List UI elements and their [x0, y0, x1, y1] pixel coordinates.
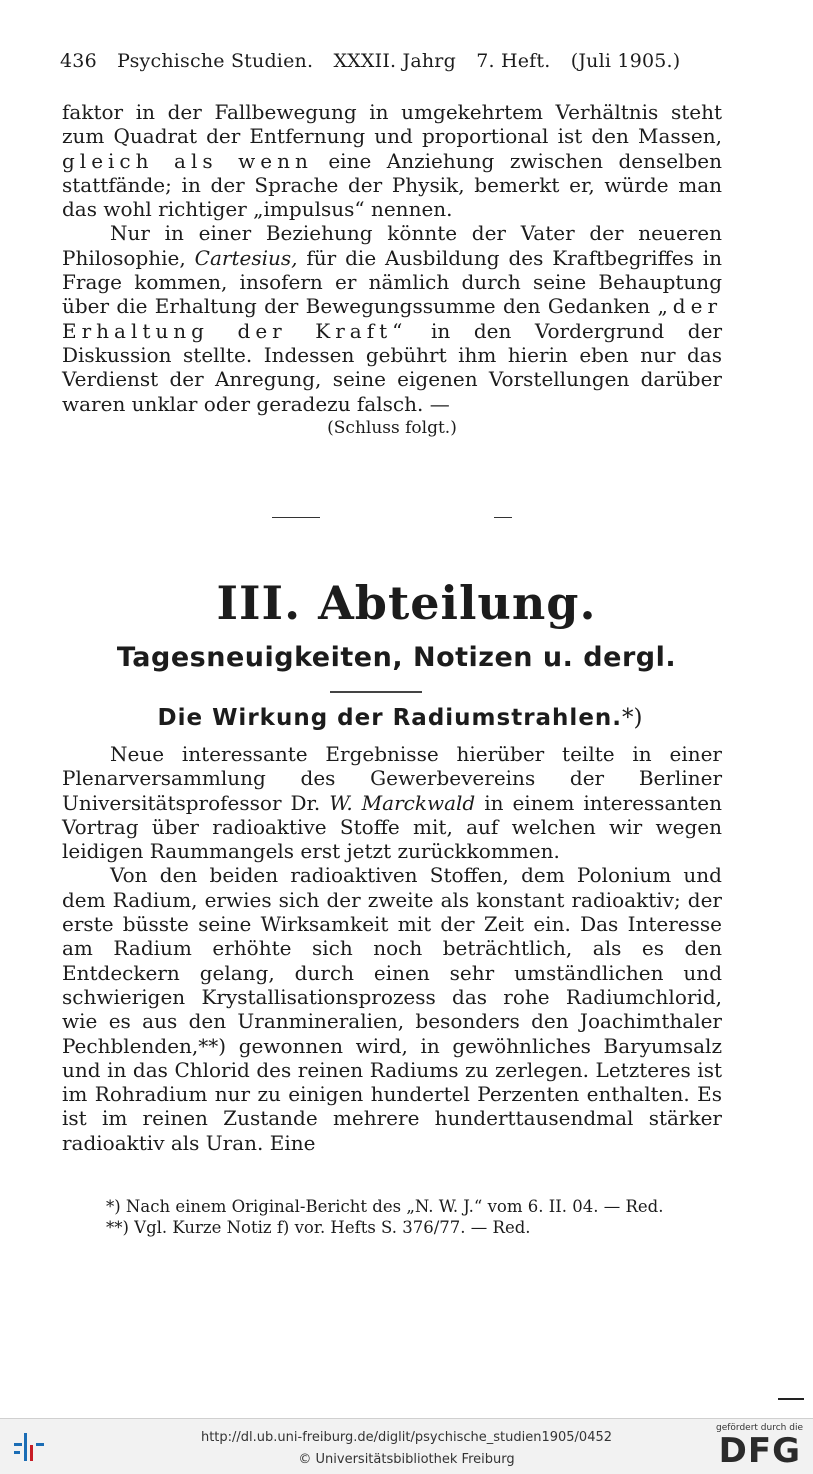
paragraph: Von den beiden radioaktiven Stoffen, dem Polonium und dem Radium, erwies sich der zweite als konstant radioaktiv; der erste büsste seine Wirksamkeit mit der Zeit ein. Das Interesse am Radium erhöhte sich noch beträchtlich, als es den Entdeckern gelang, durch einen sehr umständlichen und schwierigen Krystallisationsprozess das rohe Radiumchlorid, wie es aus den Uranmineralien, besonders den Joachimthaler Pechblenden,**) gewonnen wird, in gewöhnliches Baryumsalz und in das Chlorid des reinen Radiums zu zerlegen. Letzteres ist im Rohradium nur zu einigen hundertel Perzenten enthalten. Es ist im reinen Zustande mehrere hunderttausendmal stärker radioaktiv als Uran. Eine [62, 863, 722, 1155]
section-subheading: Tagesneuigkeiten, Notizen u. dergl. [116, 642, 677, 673]
continued-text [62, 100, 722, 440]
permalink[interactable]: http://dl.ub.uni-freiburg.de/diglit/psychische_studien1905/0452 [200, 1430, 613, 1445]
footnote-marker: *) [622, 705, 643, 731]
footnotes [62, 1196, 722, 1238]
paragraph [62, 221, 722, 415]
volume: XXXII. Jahrg [333, 50, 456, 72]
footnote: **) Vgl. Kurze Notiz f) vor. Hefts S. 376/77. — Red. [106, 1218, 531, 1237]
text-run: eine Anziehung zwischen denselben stattfände; in der Sprache der Physik, bemerkt er, würde man das wohl richtiger „impulsus“ nennen. [62, 148, 722, 222]
corner-mark [778, 1398, 804, 1400]
continuation-note: (Schluss folgt.) [327, 417, 457, 438]
italic-name: W. Marckwald [329, 790, 476, 815]
page-number: 436 [60, 50, 97, 72]
article-text [62, 742, 722, 1155]
paragraph [62, 100, 722, 221]
spaced-emphasis: gleich als wenn [62, 148, 313, 173]
italic-name: Cartesius, [194, 245, 298, 270]
article-title-text: Die Wirkung der Radiumstrahlen. [157, 705, 623, 731]
text-run: Neue interessante Ergebnisse hierüber teilte in einer Plenarversammlung des Gewerbevereins der Berliner Universitätsprofessor Dr. [62, 742, 722, 815]
text-run: Nur in einer Beziehung könnte der Vater der neueren Philosophie, [62, 221, 722, 270]
journal-title: Psychische Studien. [117, 50, 314, 72]
spaced-emphasis: „der Erhaltung der Kraft“ [62, 294, 722, 343]
text-run: faktor in der Fallbewegung in umgekehrtem Verhältnis steht zum Quadrat der Entfernung und proportional ist den Massen, [62, 100, 722, 149]
dfg-logo: DFG [718, 1431, 801, 1471]
footnote: *) Nach einem Original-Bericht des „N. W. J.“ vom 6. II. 04. — Red. [106, 1197, 664, 1216]
separator-rule [330, 691, 422, 693]
text-run: in einem interessanten Vortrag über radioaktive Stoffe mit, auf welchen wir wegen leidigen Raummangels erst jetzt zurückkommen. [62, 790, 723, 864]
viewer-footer [0, 1418, 813, 1474]
running-head [60, 50, 750, 72]
issue: 7. Heft. [476, 50, 551, 72]
paragraph [62, 742, 722, 863]
separator-rule [494, 517, 512, 518]
copyright: © Universitätsbibliothek Freiburg [298, 1452, 515, 1467]
dfg-caption: gefördert durch die [716, 1423, 803, 1433]
issue-date: (Juli 1905.) [570, 50, 681, 72]
article-title [0, 705, 800, 731]
text-run: in den Vordergrund der Diskussion stellte. Indessen gebührt ihm hierin eben nur das Verdienst der Anregung, seine eigenen Vorstellungen darüber waren unklar oder geradezu falsch. — [62, 318, 723, 416]
text-run: für die Ausbildung des Kraftbegriffes in Frage kommen, insofern er nämlich durch seine Behauptung über die Erhaltung der Bewegungssumme den Gedanken [62, 245, 723, 319]
section-heading: III. Abteilung. [216, 576, 597, 630]
separator-rule [272, 517, 320, 518]
